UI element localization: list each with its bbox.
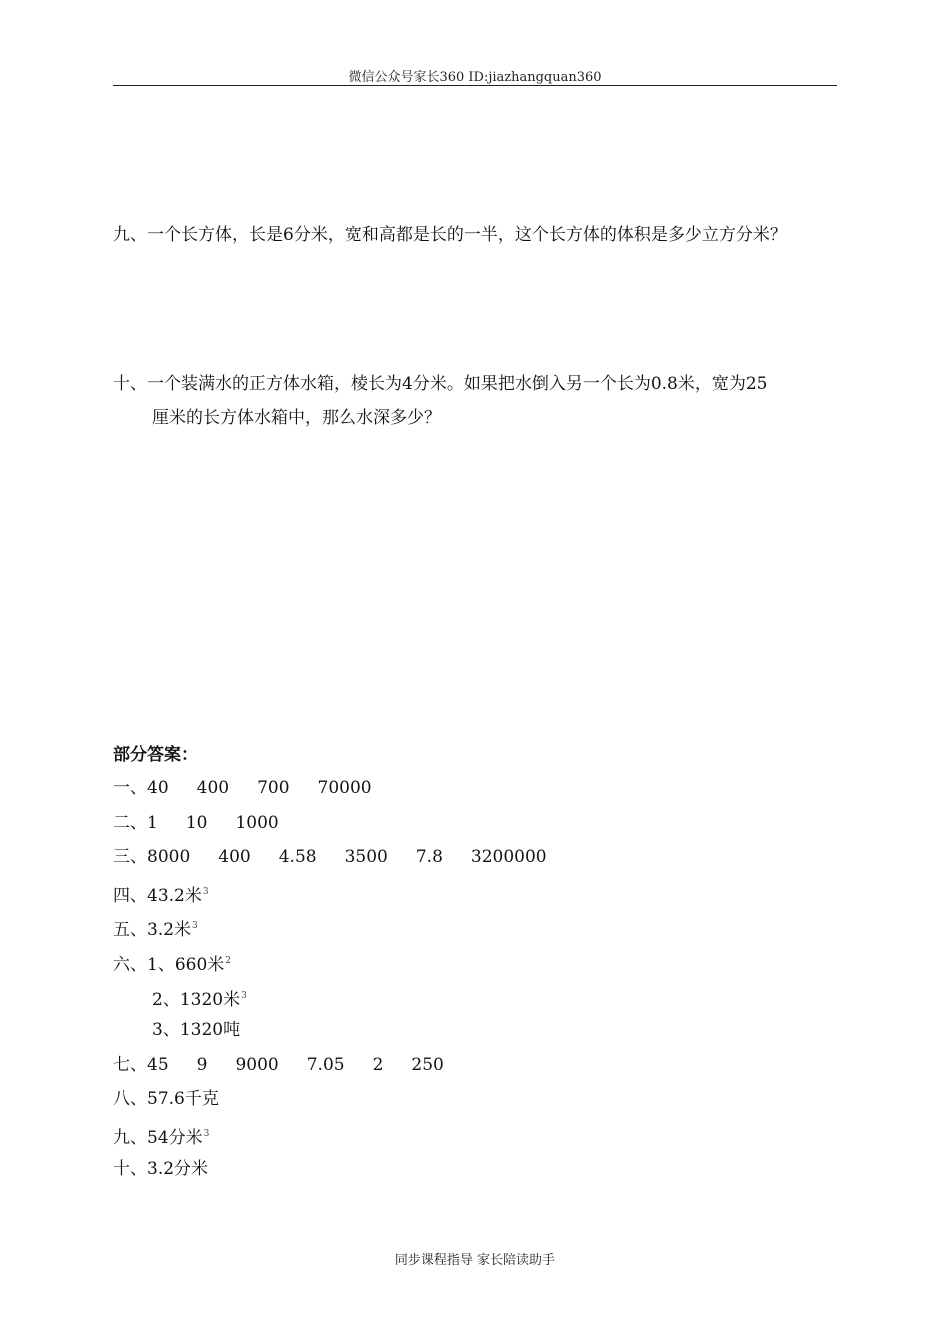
answer-value: 400 bbox=[218, 847, 251, 868]
answers-list bbox=[113, 771, 547, 1186]
answer-value: 2 bbox=[372, 1054, 384, 1075]
answer-prefix: 二、 bbox=[113, 812, 147, 833]
question-9 bbox=[113, 218, 853, 252]
answer-value: 40 bbox=[147, 778, 169, 798]
unit-exponent: 3 bbox=[203, 1128, 210, 1139]
answer-prefix: 九、 bbox=[113, 1127, 147, 1148]
answer-6-1 bbox=[113, 944, 547, 979]
answer-value: 3500 bbox=[344, 847, 388, 868]
header-divider bbox=[113, 85, 837, 86]
answer-value: 57.6千克 bbox=[147, 1089, 219, 1110]
unit-exponent: 3 bbox=[241, 990, 247, 1001]
answer-6-3 bbox=[113, 1013, 547, 1048]
answer-value: 43.2米 bbox=[147, 885, 202, 906]
answer-prefix: 三、 bbox=[113, 847, 147, 868]
answer-value: 4.58 bbox=[278, 847, 317, 868]
answer-value: 70000 bbox=[317, 778, 372, 798]
answer-2 bbox=[113, 806, 547, 841]
answer-value: 1000 bbox=[235, 812, 279, 833]
answer-7 bbox=[113, 1048, 547, 1083]
page-footer: 同步课程指导 家长陪读助手 bbox=[394, 1253, 556, 1268]
answer-1 bbox=[113, 771, 547, 806]
question-10 bbox=[113, 367, 853, 435]
question-10-line1: 十、一个装满水的正方体水箱，棱长为4分米。如果把水倒入另一个长为0.8米，宽为25 bbox=[113, 374, 768, 394]
answer-value: 45 bbox=[147, 1054, 169, 1075]
answer-prefix: 一、 bbox=[113, 778, 147, 798]
answer-value: 9000 bbox=[235, 1054, 279, 1075]
answer-prefix: 六、 bbox=[113, 954, 147, 975]
answer-prefix: 四、 bbox=[113, 885, 147, 906]
answer-value: 7.05 bbox=[306, 1054, 345, 1075]
answer-value: 250 bbox=[411, 1054, 444, 1075]
answer-prefix: 十、 bbox=[113, 1158, 147, 1179]
answer-value: 3.2米 bbox=[147, 920, 192, 941]
answer-9 bbox=[113, 1117, 547, 1152]
unit-exponent: 3 bbox=[202, 886, 209, 897]
answer-value: 3、1320吨 bbox=[152, 1020, 241, 1041]
answer-value: 1、660米 bbox=[147, 954, 225, 975]
answer-value: 400 bbox=[196, 778, 230, 798]
answer-value: 2、1320米 bbox=[152, 989, 241, 1010]
answer-8 bbox=[113, 1082, 547, 1117]
answer-value: 1 bbox=[147, 812, 158, 833]
question-9-text: 九、一个长方体，长是6分米，宽和高都是长的一半，这个长方体的体积是多少立方分米？ bbox=[113, 225, 787, 245]
answer-4 bbox=[113, 875, 547, 910]
answer-3 bbox=[113, 840, 547, 875]
unit-exponent: 2 bbox=[225, 955, 231, 966]
question-10-line2: 厘米的长方体水箱中，那么水深多少？ bbox=[152, 408, 441, 428]
answer-6-2 bbox=[113, 979, 547, 1014]
answer-prefix: 八、 bbox=[113, 1089, 147, 1110]
answer-value: 54分米 bbox=[147, 1127, 203, 1148]
answer-prefix: 七、 bbox=[113, 1054, 147, 1075]
answer-value: 700 bbox=[257, 778, 290, 798]
page-header: 微信公众号家长360 ID:jiazhangquan360 bbox=[348, 70, 602, 85]
unit-exponent: 3 bbox=[192, 921, 198, 932]
answer-value: 9 bbox=[196, 1054, 208, 1075]
answer-value: 7.8 bbox=[415, 847, 443, 868]
answer-5 bbox=[113, 909, 547, 944]
answer-prefix: 五、 bbox=[113, 920, 147, 941]
answer-value: 3200000 bbox=[470, 847, 547, 868]
answers-title: 部分答案： bbox=[113, 745, 198, 765]
answer-value: 10 bbox=[185, 812, 208, 833]
answer-value: 3.2分米 bbox=[147, 1158, 209, 1179]
answer-value: 8000 bbox=[147, 847, 191, 868]
answer-10 bbox=[113, 1152, 547, 1187]
